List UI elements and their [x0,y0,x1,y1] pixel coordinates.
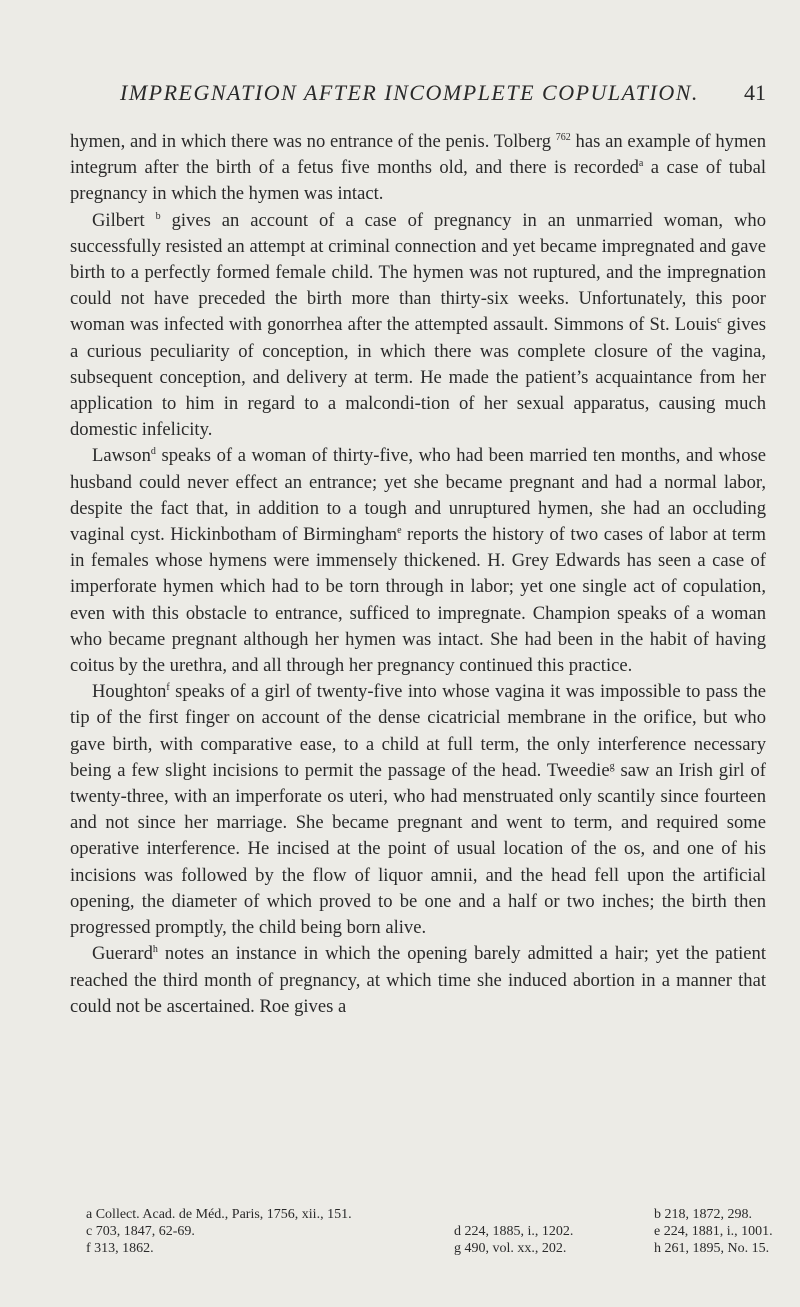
text-run: gives a curious peculiarity of conception, in which there was complete closure of the vagina, subsequent conception, and delivery at term. He made the patient’s acquaintance from her application to him in regard to a malcondi-tion of her sexual apparatus, causing much domestic infelicity. [70,314,766,441]
text-run: Lawson [92,445,151,467]
text-run: speaks of a woman of thirty-five, who had been married ten months, and whose husband could never effect an entrance; yet she became pregnant and had a normal labor, despite the fact that, in addition to a tough and unruptured hymen, she had an occluding vaginal cyst. Hickinbotham of Birmingham [70,445,766,546]
footnote: g 490, vol. xx., 202. [454,1241,567,1256]
footnote: b 218, 1872, 298. [654,1207,752,1222]
footnote-marker: c [717,315,722,327]
text-run: saw an Irish girl of twenty-three, with an imperforate os uteri, who had menstruated only scantily since fourteen and not since her marriage. She became pregnant and went to term, and required some operative interference. He incised at the point of usual location of the os, and one of his incisions was followed by the flow of liquor amnii, and the head fell upon the artificial opening, the diameter of which proved to be one and a half or two inches; the birth then progressed promptly, the child being born alive. [70,759,766,939]
footnotes [86,1206,776,1257]
footnote-row [86,1223,776,1240]
text-run: reports the history of two cases of labor at term in females whose hymens were immensely thickened. H. Grey Edwards has seen a case of imperforate hymen which had to be torn through in labor; yet one single act of copulation, even with this obstacle to entrance, sufficed to impregnate. Champion speaks of a woman who became pregnant although her hymen was intact. She had been in the habit of having coitus by the urethra, and all through her pregnancy continued this practice. [70,524,766,677]
body-text [70,129,766,1020]
text-run: hymen, and in which there was no entrance of the penis. Tolberg [70,131,556,152]
footnote-marker: b [155,210,161,222]
footnote: e 224, 1881, i., 1001. [654,1224,773,1239]
text-run: Guerard [92,943,153,965]
text-run: speaks of a girl of twenty-five into whose vagina it was impossible to pass the tip of the first finger on account of the dense cicatricial membrane in the orifice, but who gave birth, with comparative ease, to a child at full term, the only interference necessary being a few slight incisions to permit the passage of the head. Tweedie [70,681,766,781]
footnote-marker: f [166,682,170,694]
footnote: f 313, 1862. [86,1241,154,1256]
paragraph [70,679,766,941]
footnote-marker: 762 [555,132,571,143]
footnote-marker: g [609,760,615,772]
text-run: a case of tubal pregnancy in which the hymen was intact. [70,157,766,205]
paragraph [70,129,766,208]
footnote [454,1206,654,1223]
page-number: 41 [744,80,766,105]
text-run: gives an account of a case of pregnancy in an unmarried woman, who successfully resisted an attempt at criminal connection and yet became impregnated and gave birth to a perfectly formed female child. The hymen was not ruptured, and the impregnation could not have preceded the birth more than thirty-six weeks. Unfortunately, this poor woman was infected with gonorrhea after the attempted assault. Simmons of St. Louis [70,209,767,336]
footnote-row [86,1240,776,1257]
page-header [70,80,766,120]
footnote-row [86,1206,776,1223]
footnote-marker: h [152,944,158,956]
text-run: notes an instance in which the opening barely admitted a hair; yet the patient reached the third month of pregnancy, at which time she induced abortion in a manner that could not be ascertained. Roe gives a [70,943,766,1017]
text-run: has an example of hymen integrum after the birth of a fetus five months old, and there is recorded [70,131,766,179]
paragraph [70,443,766,679]
paragraph [70,941,766,1020]
footnote-marker: a [638,158,644,170]
paragraph [70,208,766,444]
text-run: Gilbert [92,209,156,231]
running-head: IMPREGNATION AFTER INCOMPLETE COPULATION. [120,80,699,105]
footnote: c 703, 1847, 62-69. [86,1224,195,1239]
footnote: a Collect. Acad. de Méd., Paris, 1756, xii., 151. [86,1207,352,1222]
text-run: Houghton [92,681,167,703]
footnote-marker: e [397,525,402,537]
footnote: h 261, 1895, No. 15. [654,1241,770,1256]
footnote: d 224, 1885, i., 1202. [454,1224,574,1239]
footnote-marker: d [150,446,156,458]
